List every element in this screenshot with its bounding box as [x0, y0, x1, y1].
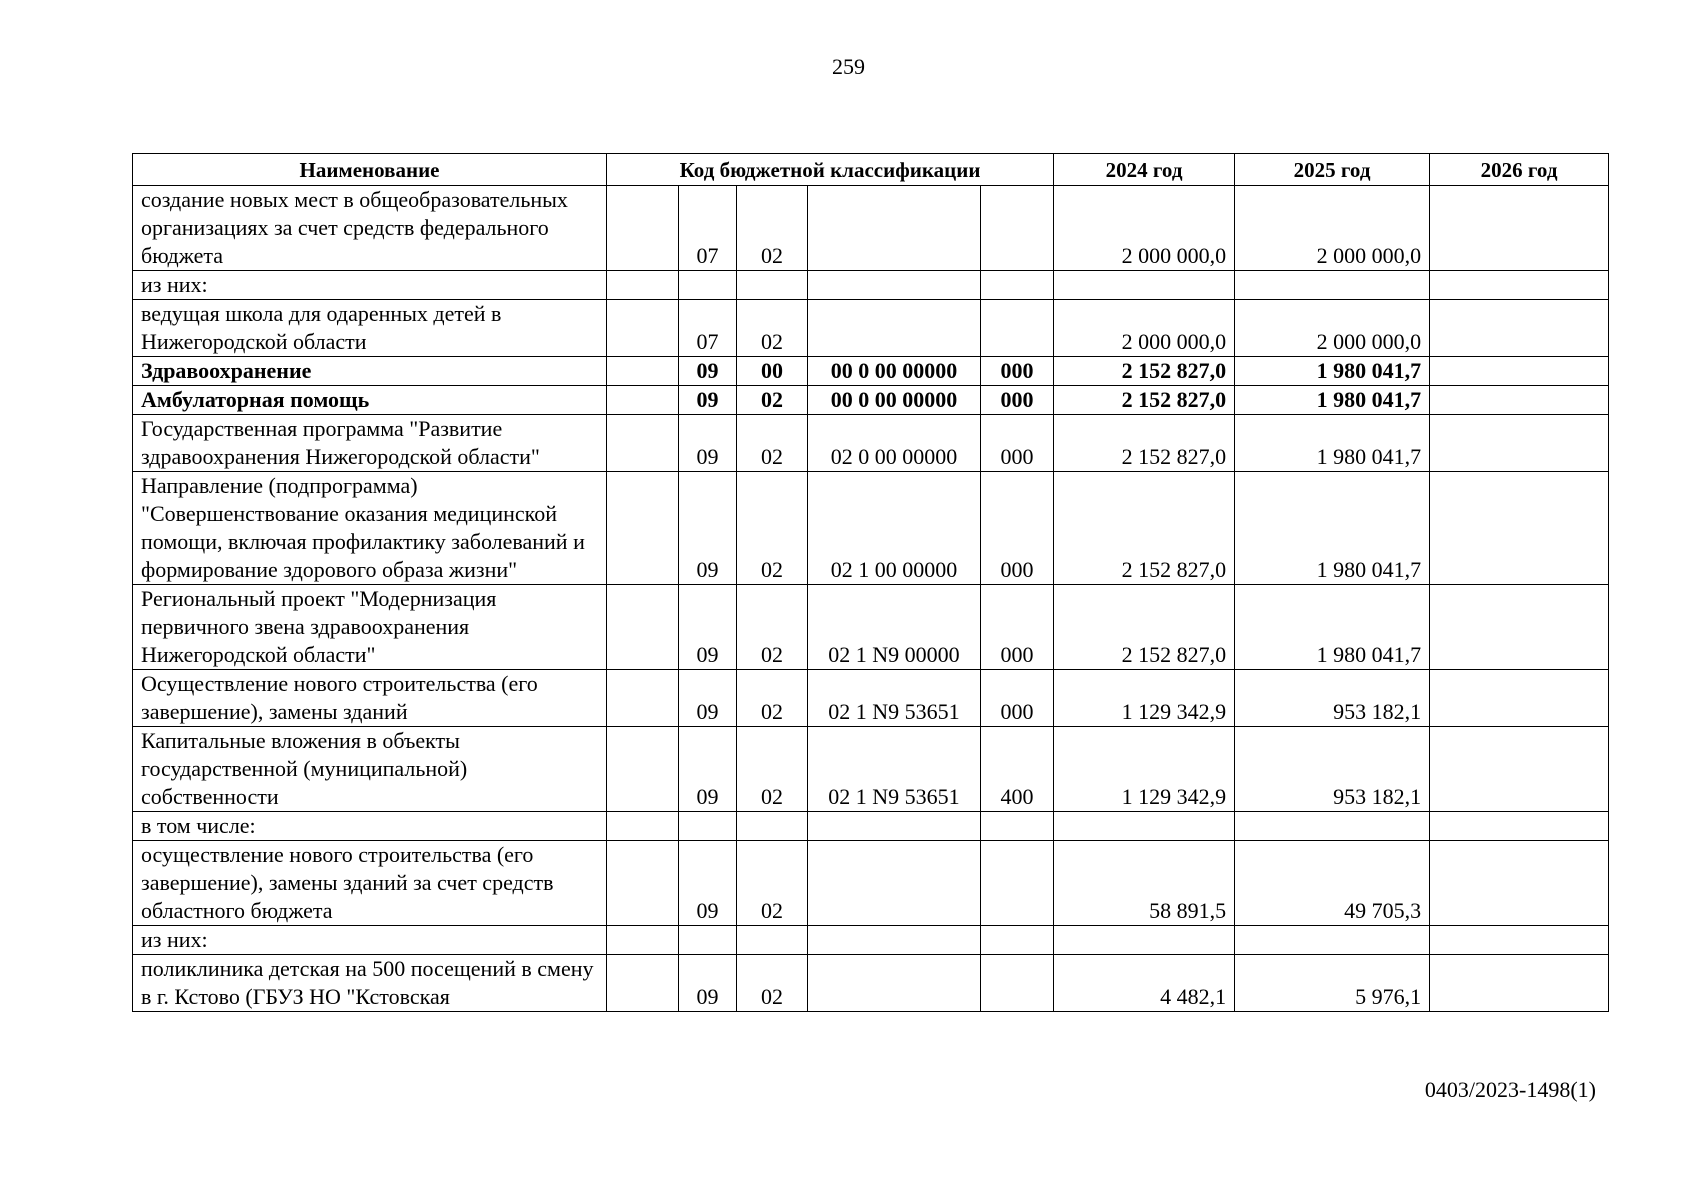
code-target-article — [808, 812, 981, 841]
code-expense-type: 000 — [981, 670, 1054, 727]
code-target-article — [808, 186, 981, 271]
code-target-article: 00 0 00 00000 — [808, 357, 981, 386]
value-2025: 2 000 000,0 — [1235, 300, 1430, 357]
row-name: Направление (подпрограмма) "Совершенствование оказания медицинской помощи, включая профилактику заболеваний и формирование здорового образа жизни" — [133, 472, 607, 585]
table-row — [133, 841, 1609, 926]
code-target-article: 02 1 N9 53651 — [808, 670, 981, 727]
row-name: Здравоохранение — [133, 357, 607, 386]
table-row — [133, 186, 1609, 271]
code-section: 09 — [679, 357, 737, 386]
value-2024: 2 152 827,0 — [1054, 415, 1235, 472]
code-section — [679, 926, 737, 955]
code-target-article — [808, 926, 981, 955]
value-2024 — [1054, 271, 1235, 300]
value-2026 — [1430, 585, 1609, 670]
code-expense-type — [981, 926, 1054, 955]
code-target-article — [808, 271, 981, 300]
value-2025: 2 000 000,0 — [1235, 186, 1430, 271]
code-expense-type: 400 — [981, 727, 1054, 812]
code-target-article — [808, 955, 981, 1012]
code-expense-type: 000 — [981, 357, 1054, 386]
code-section: 09 — [679, 727, 737, 812]
code-section: 09 — [679, 670, 737, 727]
code-subsection — [737, 812, 808, 841]
value-2026 — [1430, 955, 1609, 1012]
value-2025 — [1235, 812, 1430, 841]
value-2024: 58 891,5 — [1054, 841, 1235, 926]
code-expense-type — [981, 271, 1054, 300]
value-2024: 4 482,1 — [1054, 955, 1235, 1012]
value-2024 — [1054, 926, 1235, 955]
value-2025: 953 182,1 — [1235, 670, 1430, 727]
header-name: Наименование — [133, 154, 607, 186]
code-part-1 — [607, 926, 679, 955]
code-subsection: 02 — [737, 841, 808, 926]
table-header-row — [133, 154, 1609, 186]
value-2026 — [1430, 357, 1609, 386]
value-2024: 2 152 827,0 — [1054, 386, 1235, 415]
value-2026 — [1430, 271, 1609, 300]
header-2025: 2025 год — [1235, 154, 1430, 186]
table-row — [133, 812, 1609, 841]
value-2026 — [1430, 727, 1609, 812]
value-2025: 1 980 041,7 — [1235, 386, 1430, 415]
code-target-article — [808, 300, 981, 357]
table-row — [133, 357, 1609, 386]
value-2026 — [1430, 926, 1609, 955]
code-section: 09 — [679, 841, 737, 926]
code-part-1 — [607, 841, 679, 926]
code-part-1 — [607, 386, 679, 415]
code-target-article — [808, 841, 981, 926]
value-2025: 5 976,1 — [1235, 955, 1430, 1012]
code-part-1 — [607, 300, 679, 357]
code-section — [679, 812, 737, 841]
code-subsection — [737, 926, 808, 955]
code-section: 09 — [679, 585, 737, 670]
code-part-1 — [607, 357, 679, 386]
code-section: 09 — [679, 472, 737, 585]
code-subsection: 02 — [737, 472, 808, 585]
code-part-1 — [607, 585, 679, 670]
code-part-1 — [607, 271, 679, 300]
value-2024: 2 152 827,0 — [1054, 357, 1235, 386]
header-code: Код бюджетной классификации — [607, 154, 1054, 186]
value-2025: 953 182,1 — [1235, 727, 1430, 812]
code-section: 09 — [679, 415, 737, 472]
row-name: Региональный проект "Модернизация первичного звена здравоохранения Нижегородской области" — [133, 585, 607, 670]
code-section: 09 — [679, 955, 737, 1012]
code-part-1 — [607, 472, 679, 585]
value-2026 — [1430, 186, 1609, 271]
table-row — [133, 472, 1609, 585]
value-2025 — [1235, 271, 1430, 300]
table-row — [133, 585, 1609, 670]
row-name: из них: — [133, 926, 607, 955]
code-subsection: 02 — [737, 585, 808, 670]
code-subsection: 02 — [737, 415, 808, 472]
row-name: создание новых мест в общеобразовательных организациях за счет средств федерального бюджета — [133, 186, 607, 271]
code-section — [679, 271, 737, 300]
value-2026 — [1430, 670, 1609, 727]
code-part-1 — [607, 415, 679, 472]
row-name: Капитальные вложения в объекты государственной (муниципальной) собственности — [133, 727, 607, 812]
value-2024: 2 152 827,0 — [1054, 472, 1235, 585]
code-target-article: 02 1 00 00000 — [808, 472, 981, 585]
value-2025: 49 705,3 — [1235, 841, 1430, 926]
code-subsection: 00 — [737, 357, 808, 386]
value-2025: 1 980 041,7 — [1235, 357, 1430, 386]
code-target-article: 02 1 N9 00000 — [808, 585, 981, 670]
code-subsection: 02 — [737, 727, 808, 812]
value-2024: 1 129 342,9 — [1054, 727, 1235, 812]
code-expense-type: 000 — [981, 415, 1054, 472]
document-code: 0403/2023-1498(1) — [1424, 1077, 1596, 1102]
code-subsection: 02 — [737, 386, 808, 415]
value-2024 — [1054, 812, 1235, 841]
value-2025: 1 980 041,7 — [1235, 585, 1430, 670]
row-name: в том числе: — [133, 812, 607, 841]
code-section: 07 — [679, 186, 737, 271]
code-section: 09 — [679, 386, 737, 415]
table-row — [133, 415, 1609, 472]
row-name: ведущая школа для одаренных детей в Нижегородской области — [133, 300, 607, 357]
value-2025 — [1235, 926, 1430, 955]
table-row — [133, 386, 1609, 415]
code-subsection — [737, 271, 808, 300]
table-row — [133, 670, 1609, 727]
value-2024: 2 000 000,0 — [1054, 300, 1235, 357]
value-2024: 2 000 000,0 — [1054, 186, 1235, 271]
header-2026: 2026 год — [1430, 154, 1609, 186]
code-target-article: 02 1 N9 53651 — [808, 727, 981, 812]
row-name: из них: — [133, 271, 607, 300]
code-subsection: 02 — [737, 955, 808, 1012]
value-2024: 2 152 827,0 — [1054, 585, 1235, 670]
code-subsection: 02 — [737, 186, 808, 271]
value-2026 — [1430, 300, 1609, 357]
value-2026 — [1430, 812, 1609, 841]
code-expense-type — [981, 186, 1054, 271]
code-expense-type — [981, 955, 1054, 1012]
code-part-1 — [607, 812, 679, 841]
row-name: Государственная программа "Развитие здравоохранения Нижегородской области" — [133, 415, 607, 472]
table-row — [133, 300, 1609, 357]
value-2026 — [1430, 841, 1609, 926]
code-target-article: 02 0 00 00000 — [808, 415, 981, 472]
value-2025: 1 980 041,7 — [1235, 472, 1430, 585]
code-part-1 — [607, 186, 679, 271]
code-expense-type — [981, 841, 1054, 926]
budget-table — [132, 153, 1609, 1012]
value-2025: 1 980 041,7 — [1235, 415, 1430, 472]
code-part-1 — [607, 955, 679, 1012]
code-expense-type — [981, 812, 1054, 841]
value-2026 — [1430, 415, 1609, 472]
code-expense-type: 000 — [981, 472, 1054, 585]
code-section: 07 — [679, 300, 737, 357]
value-2026 — [1430, 472, 1609, 585]
row-name: поликлиника детская на 500 посещений в смену в г. Кстово (ГБУЗ НО "Кстовская — [133, 955, 607, 1012]
row-name: Осуществление нового строительства (его завершение), замены зданий — [133, 670, 607, 727]
table-row — [133, 271, 1609, 300]
page-number: 259 — [832, 54, 865, 79]
code-subsection: 02 — [737, 670, 808, 727]
table-row — [133, 955, 1609, 1012]
code-part-1 — [607, 670, 679, 727]
code-subsection: 02 — [737, 300, 808, 357]
value-2024: 1 129 342,9 — [1054, 670, 1235, 727]
code-part-1 — [607, 727, 679, 812]
code-expense-type — [981, 300, 1054, 357]
table-row — [133, 727, 1609, 812]
code-expense-type: 000 — [981, 585, 1054, 670]
row-name: Амбулаторная помощь — [133, 386, 607, 415]
table-row — [133, 926, 1609, 955]
row-name: осуществление нового строительства (его завершение), замены зданий за счет средств областного бюджета — [133, 841, 607, 926]
code-target-article: 00 0 00 00000 — [808, 386, 981, 415]
header-2024: 2024 год — [1054, 154, 1235, 186]
code-expense-type: 000 — [981, 386, 1054, 415]
value-2026 — [1430, 386, 1609, 415]
